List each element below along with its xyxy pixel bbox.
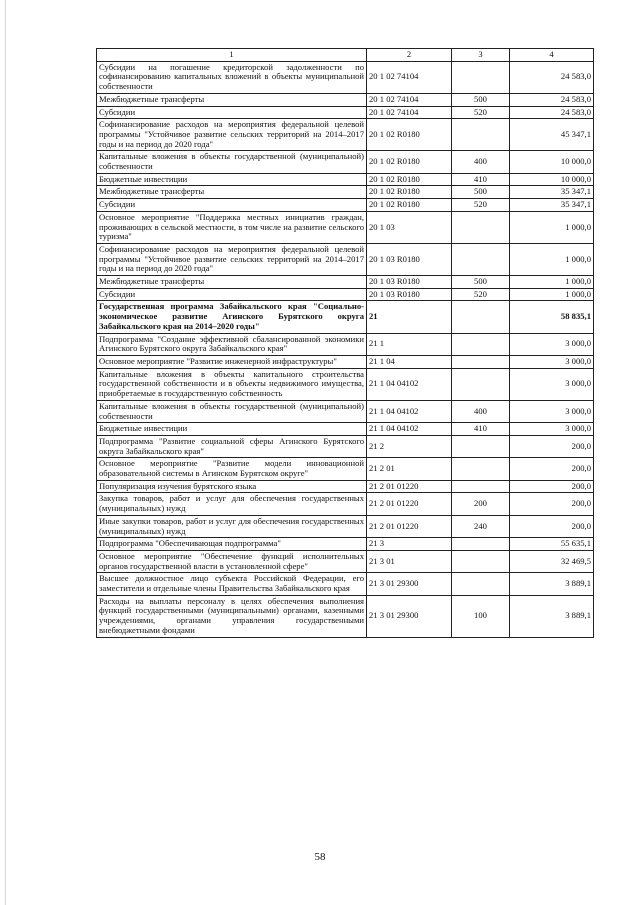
row-code-cell: 21 2 01 01220	[367, 515, 452, 537]
row-type-cell: 500	[452, 186, 510, 199]
table-row	[97, 243, 594, 275]
table-row	[97, 515, 594, 537]
row-code-cell: 21 2 01 01220	[367, 480, 452, 493]
row-amount-cell: 35 347,1	[510, 199, 594, 212]
header-col-2: 2	[367, 49, 452, 62]
row-type-cell	[452, 301, 510, 333]
row-name-cell: Софинансирование расходов на мероприятия федеральной целевой программы "Устойчивое развитие сельских территорий на 2014–2017 годы и на период до 2020 года"	[97, 119, 367, 151]
row-code-cell: 21 1 04	[367, 355, 452, 368]
row-name-cell: Межбюджетные трансферты	[97, 93, 367, 106]
row-code-cell: 21	[367, 301, 452, 333]
row-code-cell: 21 2 01	[367, 458, 452, 480]
row-type-cell: 100	[452, 595, 510, 637]
table-row	[97, 119, 594, 151]
row-type-cell	[452, 333, 510, 355]
row-type-cell: 520	[452, 288, 510, 301]
row-code-cell: 20 1 02 R0180	[367, 173, 452, 186]
row-name-cell: Капитальные вложения в объекты государственной (муниципальной) собственности	[97, 151, 367, 173]
row-amount-cell: 200,0	[510, 493, 594, 515]
row-type-cell	[452, 538, 510, 551]
row-code-cell: 20 1 02 R0180	[367, 186, 452, 199]
table-row	[97, 423, 594, 436]
row-code-cell: 20 1 03 R0180	[367, 276, 452, 289]
row-type-cell	[452, 435, 510, 457]
row-name-cell: Основное мероприятие "Развитие модели инновационной образовательной системы в Агинском Бурятском округе"	[97, 458, 367, 480]
row-name-cell: Основное мероприятие "Обеспечение функций исполнительных органов государственной власти в установленной сфере"	[97, 550, 367, 572]
row-name-cell: Закупка товаров, работ и услуг для обеспечения государственных (муниципальных) нужд	[97, 493, 367, 515]
row-amount-cell: 55 635,1	[510, 538, 594, 551]
table-row	[97, 573, 594, 595]
row-code-cell: 20 1 03 R0180	[367, 243, 452, 275]
table-row	[97, 186, 594, 199]
row-type-cell: 400	[452, 400, 510, 422]
row-amount-cell: 1 000,0	[510, 211, 594, 243]
row-name-cell: Софинансирование расходов на мероприятия федеральной целевой программы "Устойчивое развитие сельских территорий на 2014–2017 годы и на период до 2020 года"	[97, 243, 367, 275]
page-number: 58	[314, 851, 326, 863]
row-type-cell: 400	[452, 151, 510, 173]
table-row	[97, 368, 594, 400]
row-name-cell: Бюджетные инвестиции	[97, 423, 367, 436]
row-amount-cell: 1 000,0	[510, 243, 594, 275]
row-type-cell	[452, 243, 510, 275]
row-amount-cell: 24 583,0	[510, 93, 594, 106]
row-name-cell: Высшее должностное лицо субъекта Российской Федерации, его заместители и отдельные члены Правительства Забайкальского края	[97, 573, 367, 595]
table-row	[97, 435, 594, 457]
row-amount-cell: 1 000,0	[510, 288, 594, 301]
row-name-cell: Основное мероприятие "Поддержка местных инициатив граждан, проживающих в сельской местности, в том числе на развитие сельского туризма"	[97, 211, 367, 243]
row-amount-cell: 200,0	[510, 515, 594, 537]
table-row	[97, 550, 594, 572]
row-name-cell: Капитальные вложения в объекты капитального строительства государственной собственности и в объекты недвижимого имущества, приобретаемые в государственную собственность	[97, 368, 367, 400]
row-type-cell	[452, 368, 510, 400]
table-row	[97, 106, 594, 119]
row-amount-cell: 58 835,1	[510, 301, 594, 333]
row-code-cell: 20 1 03	[367, 211, 452, 243]
row-type-cell: 500	[452, 93, 510, 106]
header-col-1: 1	[97, 49, 367, 62]
row-name-cell: Иные закупки товаров, работ и услуг для обеспечения государственных (муниципальных) нужд	[97, 515, 367, 537]
row-code-cell: 21 2 01 01220	[367, 493, 452, 515]
row-name-cell: Подпрограмма "Развитие социальной сферы Агинского Бурятского округа Забайкальского края"	[97, 435, 367, 457]
row-type-cell	[452, 458, 510, 480]
row-type-cell	[452, 61, 510, 93]
row-amount-cell: 3 000,0	[510, 423, 594, 436]
row-type-cell	[452, 211, 510, 243]
row-code-cell: 20 1 02 R0180	[367, 119, 452, 151]
row-name-cell: Субсидии	[97, 288, 367, 301]
row-code-cell: 20 1 03 R0180	[367, 288, 452, 301]
table-row	[97, 400, 594, 422]
row-amount-cell: 3 889,1	[510, 595, 594, 637]
row-amount-cell: 200,0	[510, 480, 594, 493]
table-row	[97, 288, 594, 301]
scan-margin-line	[5, 0, 6, 905]
row-code-cell: 21 3 01	[367, 550, 452, 572]
row-name-cell: Межбюджетные трансферты	[97, 186, 367, 199]
row-name-cell: Основное мероприятие "Развитие инженерной инфраструктуры"	[97, 355, 367, 368]
row-type-cell: 410	[452, 173, 510, 186]
row-type-cell	[452, 355, 510, 368]
row-code-cell: 20 1 02 74104	[367, 106, 452, 119]
row-amount-cell: 3 000,0	[510, 400, 594, 422]
row-code-cell: 21 1 04 04102	[367, 400, 452, 422]
row-type-cell	[452, 550, 510, 572]
table-row	[97, 480, 594, 493]
row-type-cell	[452, 573, 510, 595]
table-row	[97, 173, 594, 186]
row-type-cell: 240	[452, 515, 510, 537]
table-row	[97, 276, 594, 289]
table-row	[97, 538, 594, 551]
table-row	[97, 301, 594, 333]
table-body	[97, 61, 594, 637]
table-row	[97, 595, 594, 637]
row-code-cell: 21 3 01 29300	[367, 595, 452, 637]
row-type-cell: 200	[452, 493, 510, 515]
row-code-cell: 21 1 04 04102	[367, 368, 452, 400]
table-row	[97, 93, 594, 106]
row-amount-cell: 35 347,1	[510, 186, 594, 199]
table-row	[97, 211, 594, 243]
row-amount-cell: 3 000,0	[510, 355, 594, 368]
row-name-cell: Бюджетные инвестиции	[97, 173, 367, 186]
row-code-cell: 20 1 02 74104	[367, 93, 452, 106]
row-name-cell: Расходы на выплаты персоналу в целях обеспечения выполнения функций государственными (муниципальными) органами, казенными учреждениями, органами управления государственными внебюджетными фондами	[97, 595, 367, 637]
table-row	[97, 199, 594, 212]
row-amount-cell: 1 000,0	[510, 276, 594, 289]
table-row	[97, 333, 594, 355]
row-amount-cell: 24 583,0	[510, 61, 594, 93]
row-amount-cell: 10 000,0	[510, 173, 594, 186]
row-name-cell: Межбюджетные трансферты	[97, 276, 367, 289]
row-amount-cell: 10 000,0	[510, 151, 594, 173]
row-name-cell: Капитальные вложения в объекты государственной (муниципальной) собственности	[97, 400, 367, 422]
row-name-cell: Подпрограмма "Создание эффективной сбалансированной экономики Агинского Бурятского округа Забайкальского края"	[97, 333, 367, 355]
row-name-cell: Государственная программа Забайкальского края "Социально-экономическое развитие Агинского Бурятского округа Забайкальского края на 2014–2020 годы"	[97, 301, 367, 333]
table-row	[97, 61, 594, 93]
budget-table	[96, 48, 594, 638]
row-amount-cell: 24 583,0	[510, 106, 594, 119]
row-name-cell: Подпрограмма "Обеспечивающая подпрограмма"	[97, 538, 367, 551]
row-amount-cell: 200,0	[510, 435, 594, 457]
row-code-cell: 20 1 02 74104	[367, 61, 452, 93]
row-code-cell: 21 1 04 04102	[367, 423, 452, 436]
header-col-3: 3	[452, 49, 510, 62]
row-amount-cell: 3 000,0	[510, 368, 594, 400]
row-type-cell	[452, 480, 510, 493]
row-amount-cell: 3 000,0	[510, 333, 594, 355]
row-code-cell: 21 3	[367, 538, 452, 551]
row-amount-cell: 3 889,1	[510, 573, 594, 595]
row-name-cell: Популяризация изучения бурятского языка	[97, 480, 367, 493]
row-name-cell: Субсидии	[97, 106, 367, 119]
row-code-cell: 21 2	[367, 435, 452, 457]
row-code-cell: 20 1 02 R0180	[367, 199, 452, 212]
table-row	[97, 458, 594, 480]
row-type-cell: 410	[452, 423, 510, 436]
row-amount-cell: 200,0	[510, 458, 594, 480]
table-header-row	[97, 49, 594, 62]
header-col-4: 4	[510, 49, 594, 62]
row-type-cell: 500	[452, 276, 510, 289]
row-type-cell	[452, 119, 510, 151]
table-row	[97, 151, 594, 173]
row-amount-cell: 32 469,5	[510, 550, 594, 572]
row-type-cell: 520	[452, 106, 510, 119]
row-name-cell: Субсидии на погашение кредиторской задолженности по софинансированию капитальных вложений в объекты муниципальной собственности	[97, 61, 367, 93]
table-row	[97, 493, 594, 515]
row-code-cell: 21 1	[367, 333, 452, 355]
row-type-cell: 520	[452, 199, 510, 212]
table-row	[97, 355, 594, 368]
row-name-cell: Субсидии	[97, 199, 367, 212]
row-code-cell: 21 3 01 29300	[367, 573, 452, 595]
row-code-cell: 20 1 02 R0180	[367, 151, 452, 173]
row-amount-cell: 45 347,1	[510, 119, 594, 151]
